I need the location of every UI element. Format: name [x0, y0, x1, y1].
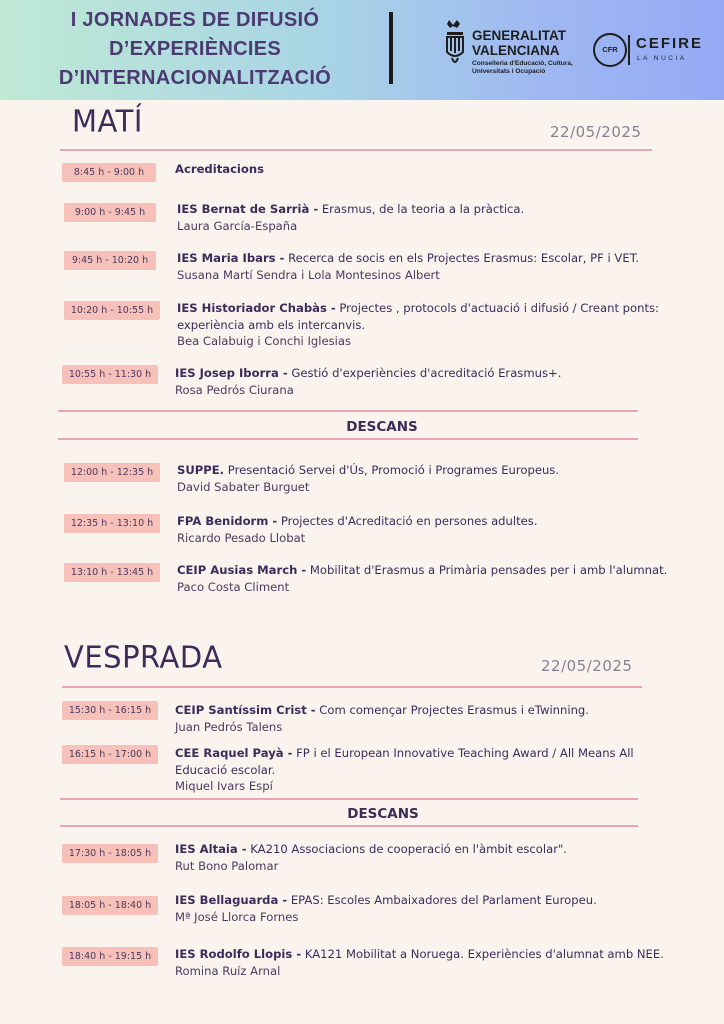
- agenda-speaker: Mª José Llorca Fornes: [175, 909, 299, 924]
- title-line: D’EXPERIÈNCIES: [108, 38, 282, 60]
- agenda-org: SUPPE.: [177, 463, 225, 477]
- agenda-org: CEIP Ausias March -: [177, 563, 307, 577]
- agenda-speaker: Juan Pedrós Talens: [175, 719, 283, 734]
- agenda-desc: Projectes , protocols d'actuació i difusió / Creant ponts: experiència amb els intercanvis.: [177, 301, 659, 332]
- break-label: DESCANS: [346, 419, 418, 435]
- agenda-item: [177, 201, 697, 234]
- agenda-desc: Erasmus, de la teoria a la pràctica.: [318, 202, 525, 216]
- agenda-desc: Recerca de socis en els Projectes Erasmus: Escolar, PF i VET.: [284, 251, 640, 265]
- agenda-speaker: Rut Bono Palomar: [175, 858, 279, 873]
- agenda-org: IES Historiador Chabàs -: [177, 301, 336, 315]
- break-rule: [58, 438, 638, 440]
- section-title-mati: MATÍ: [72, 103, 143, 139]
- agenda-desc: Projectes d'Acreditació en persones adultes.: [277, 514, 538, 528]
- agenda-desc: FP i el European Innovative Teaching Award / All Means All Educació escolar.: [175, 746, 634, 777]
- time-pill: 18:05 h - 18:40 h: [62, 896, 158, 915]
- break-rule: [60, 825, 638, 827]
- agenda-speaker: David Sabater Burguet: [177, 479, 310, 494]
- agenda-item: [175, 892, 695, 925]
- agenda-org: IES Bellaguarda -: [175, 893, 288, 907]
- cefire-location: LA NUCIA: [637, 55, 687, 62]
- agenda-desc: KA121 Mobilitat a Noruega. Experiències d'alumnat amb NEE.: [301, 947, 664, 961]
- time-pill: 18:40 h - 19:15 h: [62, 947, 158, 966]
- agenda-item: [175, 365, 695, 398]
- section-rule: [62, 686, 642, 688]
- time-pill: 17:30 h - 18:05 h: [62, 844, 158, 863]
- agenda-org: IES Maria Ibars -: [177, 251, 285, 265]
- agenda-speaker: Rosa Pedrós Ciurana: [175, 382, 294, 397]
- time-pill: 10:55 h - 11:30 h: [62, 365, 158, 384]
- time-pill: 10:20 h - 10:55 h: [64, 301, 160, 320]
- agenda-desc: Gestió d'experiències d'acreditació Erasmus+.: [287, 366, 562, 380]
- agenda-speaker: Susana Martí Sendra i Lola Montesinos Albert: [177, 267, 440, 282]
- agenda-item: [175, 161, 695, 178]
- time-pill: 16:15 h - 17:00 h: [62, 745, 158, 764]
- cfr-logo-icon: CFR: [593, 33, 627, 67]
- header-divider: [389, 12, 393, 84]
- time-pill: 9:45 h - 10:20 h: [64, 251, 156, 270]
- gva-name-line: GENERALITAT: [472, 28, 566, 43]
- section-title-vesprada: VESPRADA: [64, 639, 223, 675]
- time-pill: 13:10 h - 13:45 h: [64, 563, 160, 582]
- agenda-org: IES Josep Iborra -: [175, 366, 288, 380]
- cefire-divider: [628, 35, 630, 65]
- event-title: [40, 6, 350, 93]
- time-pill: 12:00 h - 12:35 h: [64, 463, 160, 482]
- agenda-speaker: Paco Costa Climent: [177, 579, 290, 594]
- agenda-item: [175, 702, 695, 735]
- agenda-desc: Presentació Servei d'Ús, Promoció i Programes Europeus.: [224, 463, 560, 477]
- agenda-org: Acreditacions: [175, 162, 265, 176]
- conselleria-line: Conselleria d'Educació, Cultura,: [472, 60, 573, 67]
- agenda-item: [175, 946, 695, 979]
- header-banner: [0, 0, 724, 100]
- agenda-org: IES Rodolfo Llopis -: [175, 947, 302, 961]
- agenda-org: CEIP Santíssim Crist -: [175, 703, 316, 717]
- section-date-vesprada: 22/05/2025: [541, 657, 633, 675]
- agenda-desc: Mobilitat d'Erasmus a Primària pensades per i amb l'alumnat.: [306, 563, 668, 577]
- agenda-item: [177, 562, 707, 595]
- title-line: D’INTERNACIONALITZACIÓ: [58, 67, 332, 89]
- agenda-item: [175, 841, 695, 874]
- agenda-org: FPA Benidorm -: [177, 514, 278, 528]
- agenda-item: [177, 250, 697, 283]
- conselleria-name: [472, 60, 592, 76]
- break-rule: [58, 410, 638, 412]
- agenda-item: [175, 745, 655, 795]
- agenda-speaker: Laura García-España: [177, 218, 298, 233]
- break-rule: [60, 798, 638, 800]
- agenda-desc: Com començar Projectes Erasmus i eTwinning.: [315, 703, 589, 717]
- agenda-item: [177, 513, 697, 546]
- agenda-speaker: Miquel Ivars Espí: [175, 779, 273, 793]
- time-pill: 15:30 h - 16:15 h: [62, 701, 158, 720]
- agenda-speaker: Romina Ruíz Arnal: [175, 963, 281, 978]
- agenda-speaker: Ricardo Pesado Llobat: [177, 530, 306, 545]
- break-label: DESCANS: [347, 806, 419, 822]
- agenda-org: CEE Raquel Payà -: [175, 746, 293, 760]
- time-pill: 8:45 h - 9:00 h: [62, 163, 156, 182]
- generalitat-emblem-icon: [444, 18, 466, 68]
- agenda-item: [177, 300, 677, 350]
- agenda-item: [177, 462, 697, 495]
- section-rule: [60, 149, 652, 151]
- agenda-desc: KA210 Associacions de cooperació en l'àmbit escolar".: [246, 842, 567, 856]
- cefire-logo-text: CEFIRE: [636, 35, 704, 52]
- time-pill: 9:00 h - 9:45 h: [64, 203, 156, 222]
- generalitat-name: [472, 28, 566, 58]
- conselleria-line: Universitats i Ocupació: [472, 68, 546, 75]
- title-line: I JORNADES DE DIFUSIÓ: [70, 9, 320, 31]
- agenda-org: IES Bernat de Sarrià -: [177, 202, 319, 216]
- time-pill: 12:35 h - 13:10 h: [64, 514, 160, 533]
- agenda-speaker: Bea Calabuig i Conchi Iglesias: [177, 334, 351, 348]
- agenda-desc: EPAS: Escoles Ambaixadores del Parlament Europeu.: [287, 893, 597, 907]
- agenda-org: IES Altaia -: [175, 842, 247, 856]
- section-date-mati: 22/05/2025: [550, 123, 642, 141]
- gva-name-line: VALENCIANA: [472, 43, 560, 58]
